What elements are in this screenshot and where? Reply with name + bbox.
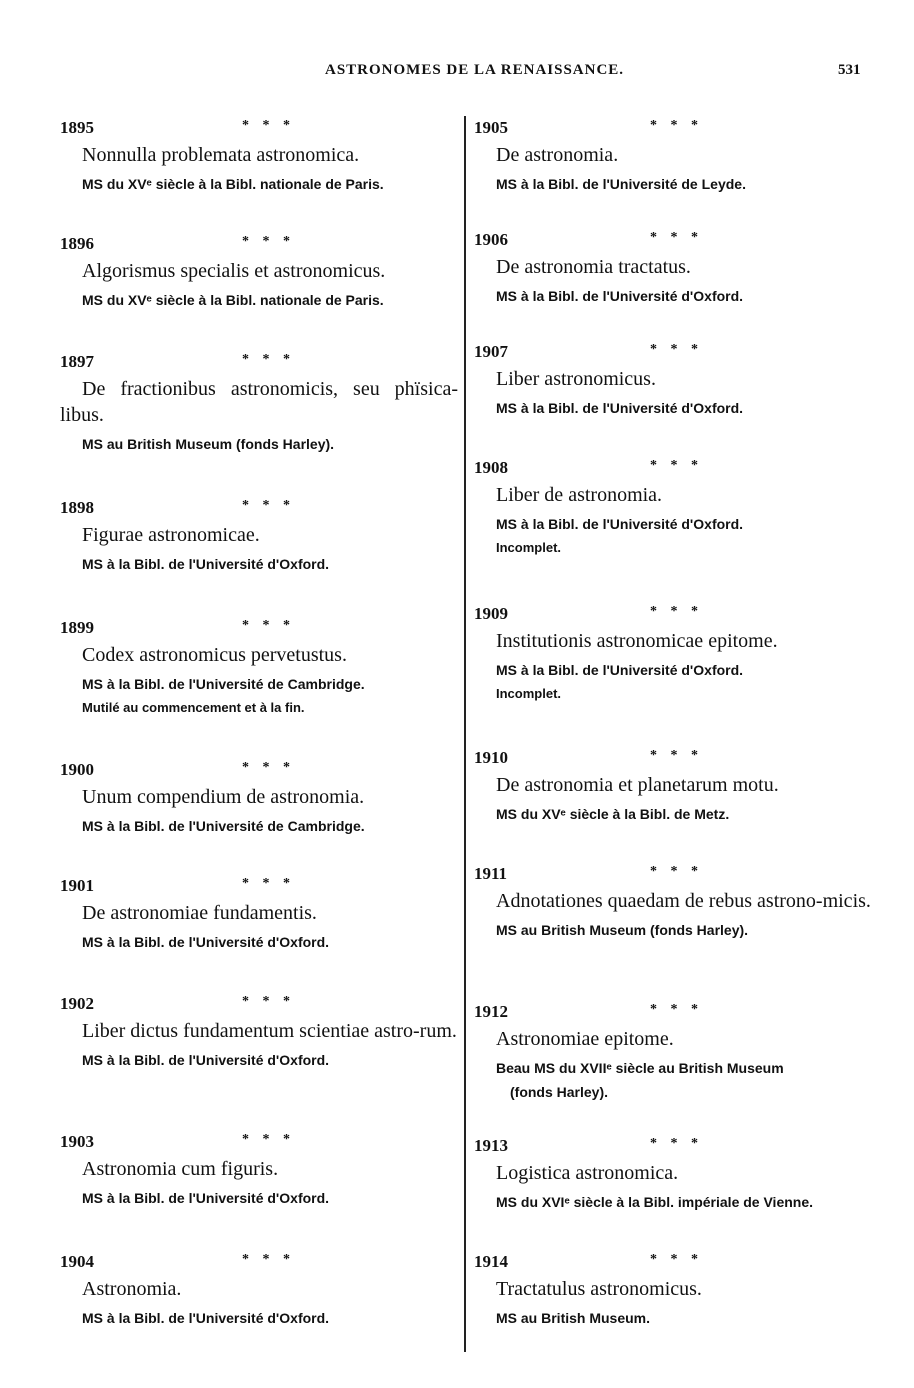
catalog-entry xyxy=(474,230,874,308)
entry-remark: Incomplet. xyxy=(496,540,562,555)
anonymous-stars: * * * xyxy=(650,748,703,763)
anonymous-stars: * * * xyxy=(242,1252,295,1267)
column-divider xyxy=(464,116,466,1352)
catalog-entry xyxy=(60,498,458,576)
entry-title: Tractatulus astronomicus. xyxy=(496,1278,702,1300)
entry-number: 1899 xyxy=(60,618,94,637)
entry-number: 1907 xyxy=(474,342,508,361)
anonymous-stars: * * * xyxy=(650,1136,703,1151)
entry-number: 1913 xyxy=(474,1136,508,1155)
anonymous-stars: * * * xyxy=(650,118,703,133)
entry-number: 1912 xyxy=(474,1002,508,1021)
entry-location: MS à la Bibl. de l'Université d'Oxford. xyxy=(496,288,744,304)
anonymous-stars: * * * xyxy=(650,604,703,619)
entry-title: De astronomia. xyxy=(496,144,619,166)
anonymous-stars: * * * xyxy=(242,994,295,1009)
entry-location: MS à la Bibl. de l'Université d'Oxford. xyxy=(82,934,330,950)
entry-title: Institutionis astronomicae epitome. xyxy=(496,630,778,652)
anonymous-stars: * * * xyxy=(650,342,703,357)
entry-location: MS au British Museum (fonds Harley). xyxy=(496,922,749,938)
catalog-entry xyxy=(60,352,458,456)
anonymous-stars: * * * xyxy=(650,1252,703,1267)
anonymous-stars: * * * xyxy=(242,760,295,775)
catalog-entry xyxy=(60,118,458,196)
catalog-entry xyxy=(474,342,874,420)
page-header xyxy=(0,62,914,86)
entry-location: MS à la Bibl. de l'Université de Cambridge. xyxy=(82,818,365,834)
entry-location: MS du XVᵉ siècle à la Bibl. nationale de Paris. xyxy=(82,292,384,308)
entry-number: 1910 xyxy=(474,748,508,767)
catalog-entry xyxy=(474,1136,874,1214)
running-title: ASTRONOMES DE LA RENAISSANCE. xyxy=(325,62,625,78)
entry-remark: Mutilé au commencement et à la fin. xyxy=(82,700,305,715)
catalog-entry xyxy=(60,1132,458,1210)
catalog-entry xyxy=(474,458,874,560)
entry-location: MS à la Bibl. de l'Université de Cambridge. xyxy=(82,676,365,692)
entry-number: 1898 xyxy=(60,498,94,517)
catalog-entry xyxy=(60,618,458,720)
entry-location: MS à la Bibl. de l'Université d'Oxford. xyxy=(82,1052,330,1068)
anonymous-stars: * * * xyxy=(650,1002,703,1017)
entry-title: Astronomiae epitome. xyxy=(496,1028,674,1050)
entry-location-line: Beau MS du XVIIᵉ siècle au British Museum xyxy=(496,1060,784,1076)
entry-title: De fractionibus astronomicis, seu phïsica-libus. xyxy=(60,378,458,426)
entry-title: Unum compendium de astronomia. xyxy=(82,786,365,808)
entry-number: 1908 xyxy=(474,458,508,477)
anonymous-stars: * * * xyxy=(650,458,703,473)
anonymous-stars: * * * xyxy=(242,618,295,633)
entry-title: De astronomiae fundamentis. xyxy=(82,902,317,924)
entry-location: MS à la Bibl. de l'Université d'Oxford. xyxy=(496,400,744,416)
entry-number: 1905 xyxy=(474,118,508,137)
entry-title: De astronomia et planetarum motu. xyxy=(496,774,779,796)
entry-number: 1911 xyxy=(474,864,508,883)
entry-location: MS à la Bibl. de l'Université d'Oxford. xyxy=(82,1310,330,1326)
entry-location: MS à la Bibl. de l'Université d'Oxford. xyxy=(82,1190,330,1206)
catalog-entry xyxy=(60,876,458,954)
entry-location: MS du XVᵉ siècle à la Bibl. nationale de Paris. xyxy=(82,176,384,192)
catalog-entry xyxy=(474,864,874,942)
catalog-entry xyxy=(60,234,458,312)
entry-number: 1909 xyxy=(474,604,508,623)
entry-location: MS au British Museum. xyxy=(496,1310,651,1326)
entry-location-line: (fonds Harley). xyxy=(510,1084,609,1100)
entry-number: 1904 xyxy=(60,1252,94,1271)
entry-number: 1901 xyxy=(60,876,94,895)
anonymous-stars: * * * xyxy=(650,230,703,245)
catalog-entry xyxy=(474,1002,874,1104)
entry-location: MS du XVᵉ siècle à la Bibl. de Metz. xyxy=(496,806,730,822)
entry-number: 1902 xyxy=(60,994,94,1013)
entry-location: MS du XVIᵉ siècle à la Bibl. impériale de Vienne. xyxy=(496,1194,814,1210)
entry-location: MS à la Bibl. de l'Université d'Oxford. xyxy=(496,516,744,532)
catalog-entry xyxy=(474,748,874,826)
catalog-entry xyxy=(60,1252,458,1330)
entry-number: 1895 xyxy=(60,118,94,137)
anonymous-stars: * * * xyxy=(242,876,295,891)
entry-title: Astronomia. xyxy=(82,1278,182,1300)
entry-title: Astronomia cum figuris. xyxy=(82,1158,279,1180)
entry-title: Adnotationes quaedam de rebus astrono-micis. xyxy=(496,890,871,912)
page-number: 531 xyxy=(838,62,861,78)
entry-location: MS au British Museum (fonds Harley). xyxy=(82,436,335,452)
entry-title: Algorismus specialis et astronomicus. xyxy=(82,260,386,282)
entry-number: 1896 xyxy=(60,234,94,253)
anonymous-stars: * * * xyxy=(650,864,703,879)
entry-title: De astronomia tractatus. xyxy=(496,256,691,278)
entry-number: 1906 xyxy=(474,230,508,249)
catalog-entry xyxy=(474,118,874,196)
anonymous-stars: * * * xyxy=(242,352,295,367)
entry-title: Liber dictus fundamentum scientiae astro-rum. xyxy=(82,1020,457,1042)
entry-location xyxy=(496,1056,874,1104)
entry-number: 1914 xyxy=(474,1252,508,1271)
entry-number: 1903 xyxy=(60,1132,94,1151)
entry-title: Liber de astronomia. xyxy=(496,484,663,506)
anonymous-stars: * * * xyxy=(242,498,295,513)
entry-location: MS à la Bibl. de l'Université de Leyde. xyxy=(496,176,746,192)
entry-title: Logistica astronomica. xyxy=(496,1162,679,1184)
catalog-entry xyxy=(60,994,458,1072)
entry-title: Codex astronomicus pervetustus. xyxy=(82,644,347,666)
anonymous-stars: * * * xyxy=(242,118,295,133)
entry-number: 1897 xyxy=(60,352,94,371)
entry-remark: Incomplet. xyxy=(496,686,562,701)
entry-number: 1900 xyxy=(60,760,94,779)
catalog-entry xyxy=(474,1252,874,1330)
catalog-entry xyxy=(474,604,874,706)
entry-location: MS à la Bibl. de l'Université d'Oxford. xyxy=(496,662,744,678)
entry-title: Liber astronomicus. xyxy=(496,368,656,390)
anonymous-stars: * * * xyxy=(242,1132,295,1147)
catalog-entry xyxy=(60,760,458,838)
entry-title: Figurae astronomicae. xyxy=(82,524,260,546)
entry-title: Nonnulla problemata astronomica. xyxy=(82,144,360,166)
anonymous-stars: * * * xyxy=(242,234,295,249)
entry-location: MS à la Bibl. de l'Université d'Oxford. xyxy=(82,556,330,572)
